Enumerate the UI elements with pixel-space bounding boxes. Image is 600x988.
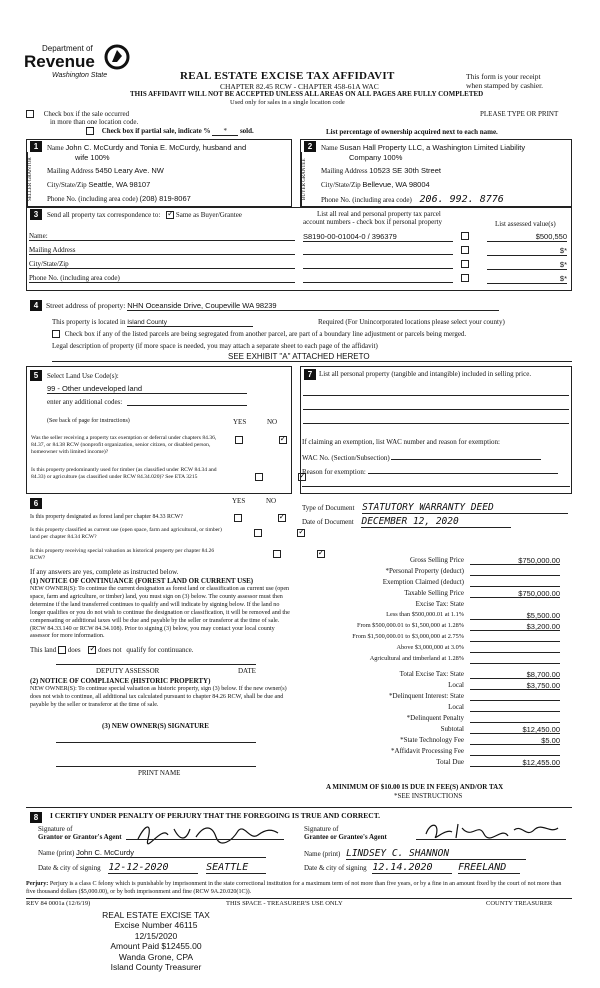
grantor-sig-label1: Signature of [38,825,73,833]
yes-header: YES [233,418,247,426]
section-5-number: 5 [30,370,42,381]
see-instructions-note: *SEE INSTRUCTIONS [394,792,463,800]
dept-line3: Washington State [52,72,108,79]
section-8-certification [26,807,572,877]
buyer-phone-value[interactable]: 206. 992. 8776 [419,194,504,205]
tax-value[interactable]: $3,750.00 [470,681,560,690]
perjury-label: Perjury: [26,881,49,887]
single-code-note: Used only for sales in a single location code [230,99,345,106]
parcel-assessed-value[interactable]: $* [487,246,567,256]
parcel-account[interactable] [303,274,453,283]
parcel-row [303,232,569,243]
deputy-assessor-line[interactable] [56,664,256,665]
revenue-swirl-icon [104,42,130,72]
receipt-note2: when stamped by cashier. [466,81,544,90]
county-treasurer-label: COUNTY TREASURER [486,900,553,907]
seller-city-label: City/State/Zip [47,181,87,189]
seller-name-value[interactable]: John C. McCurdy and Tonia E. McCurdy, husband and [65,143,247,152]
grantee-sig-label1: Signature of [304,825,339,833]
parcel-assessed-value[interactable]: $500,550 [487,232,567,242]
stamp-line: Island County Treasurer [110,962,202,973]
print-name-line[interactable] [56,766,256,767]
seller-city-value[interactable]: Seattle, WA 98107 [88,180,151,189]
grantee-date-row [304,862,520,874]
current-use-question: Is this property classified as current use (open space, farm and agricultural, or timber) land per chapter 84.34 RCW? [30,527,222,540]
personal-property-checkbox[interactable] [461,274,469,282]
perjury-note [26,880,572,896]
section-2-buyer [300,139,572,207]
tax-value[interactable] [470,567,560,576]
parcel-account[interactable]: S8190-00-01004-0 / 396379 [303,232,453,242]
tax-label: From $1,500,000.01 to $3,000,000 at 2.75% [352,633,464,640]
tax-value[interactable] [470,703,560,712]
grantor-sig-label2: Grantor or Grantor's Agent [38,833,122,841]
new-owner-signature-label: (3) NEW OWNER(S) SIGNATURE [102,722,209,730]
grantor-signature[interactable] [132,821,282,845]
qualify-row [30,646,193,654]
segregation-checkbox[interactable] [52,330,60,338]
segregation-note: Check box if any of the listed parcels are being segregated from another parcel, are part of a boundary line adjustment or parcels being merged. [64,330,467,338]
parcel-account[interactable] [303,260,453,269]
located-value[interactable]: Island County [127,319,253,327]
tax-value[interactable] [470,655,560,664]
corr-phone-line[interactable] [29,274,295,283]
warning-line: THIS AFFIDAVIT WILL NOT BE ACCEPTED UNLESS ALL AREAS ON ALL PAGES ARE FULLY COMPLETED [130,90,484,98]
historic-yes-checkbox[interactable] [273,550,281,558]
wac-row [302,452,541,462]
stamp-line: Amount Paid $12455.00 [110,941,202,952]
notice2-title: (2) NOTICE OF COMPLIANCE (HISTORIC PROPERTY) [30,677,211,685]
tax-label: Local [448,681,464,689]
reason-row [302,466,558,476]
see-back-note: (See back of page for instructions) [47,418,130,424]
seller-name-value2[interactable]: wife 100% [75,153,110,162]
seller-mailing-label: Mailing Address [47,167,94,175]
tax-value[interactable]: $5,500.00 [470,611,560,620]
exemption-yes-checkbox[interactable] [235,436,243,444]
reason-label: Reason for exemption: [302,468,366,476]
grantor-name-row [38,848,266,858]
no-header: NO [267,418,278,426]
segregation-row [52,330,466,338]
tax-value [470,600,560,609]
reason-line2[interactable] [302,486,570,487]
tax-value[interactable]: $12,455.00 [470,758,560,767]
tax-label: Total Excise Tax: State [399,670,464,678]
treasurer-stamp [76,910,236,972]
parcel-row [303,274,569,285]
section-1-number: 1 [30,141,42,152]
buyer-city-value[interactable]: Bellevue, WA 98004 [362,180,430,189]
tax-value[interactable] [470,578,560,587]
tax-label: *State Technology Fee [400,736,464,744]
same-as-buyer-checkbox[interactable] [166,211,174,219]
multi-location-label2: in more than one location code. [50,118,139,126]
wac-label: WAC No. (Section/Subsection) [302,454,390,462]
reason-input[interactable] [368,466,558,474]
does-label: does [67,646,81,654]
partial-sale-checkbox[interactable] [86,127,94,135]
section-5-land-use [26,366,292,494]
same-as-buyer-label: Same as Buyer/Grantee [175,211,242,219]
seller-name-label: Name [47,144,64,152]
deputy-assessor-label: DEPUTY ASSESSOR [96,667,160,675]
section-3-number: 3 [30,209,42,220]
date-label: DATE [238,667,256,675]
grantor-date-label: Date & city of signing [38,864,101,872]
parcel-list-header2: account numbers - check box if personal property [303,218,442,226]
parcel-assessed-value[interactable]: $* [487,274,567,284]
section-8-number: 8 [30,812,42,823]
grantee-sig-line [416,839,566,840]
grantee-city-value[interactable]: FREELAND [458,862,520,874]
current-use-yes-checkbox[interactable] [254,529,262,537]
yes-header: YES [232,497,246,505]
forest-question: Is this property designated as forest land per chapter 84.33 RCW? [30,514,183,520]
exemption-no-checkbox[interactable] [279,436,287,444]
tax-value[interactable]: $8,700.00 [470,670,560,679]
receipt-note1: This form is your receipt [466,72,541,81]
parcel-assessed-value[interactable]: $* [487,260,567,270]
corr-mailing-label: Mailing Address [29,246,76,254]
street-label: Street address of property: [46,301,126,310]
buyer-city-label: City/State/Zip [321,181,361,189]
seller-phone-value[interactable]: (208) 819-8067 [139,194,191,203]
tax-label: Excise Tax: State [415,600,464,608]
tax-label: Gross Selling Price [409,556,464,564]
forest-no-checkbox[interactable] [278,514,286,522]
tax-label: Total Due [436,758,464,766]
date-doc-row [302,516,511,528]
tax-value[interactable] [470,692,560,701]
seller-side-label: SELLER GRANTOR [27,152,41,206]
dor-logo [22,42,132,88]
land-use-label: Select Land Use Code(s): [47,372,119,380]
multi-location-label1: Check box if the sale occurred [43,110,130,118]
tax-label: Subtotal [440,725,464,733]
personal-property-checkbox[interactable] [461,260,469,268]
partial-sale-label: Check box if partial sale, indicate % [101,127,211,135]
seller-mailing-value[interactable]: 5450 Leary Ave. NW [95,166,164,175]
multi-location-checkbox[interactable] [26,110,34,118]
historic-question: Is this property receiving special valuation as historical property per chapter 84.26 RCW? [30,548,215,561]
does-not-label: does not [98,646,122,654]
corr-city-line[interactable] [29,260,295,269]
grantee-date-value[interactable]: 12.14.2020 [372,862,452,874]
stamp-line: Excise Number 46115 [114,920,198,931]
minimum-fee-note: A MINIMUM OF $10.00 IS DUE IN FEE(S) AND/OR TAX [326,783,504,791]
partial-sale-suffix: sold. [239,127,254,135]
corr-city-label: City/State/Zip [29,260,69,268]
exemption-question: Was the seller receiving a property tax exemption or deferral under chapters 84.36, 84.37, or 84.38 RCW (nonprofit organization, senior citizen, or disabled person, homeowner with limited income)? [31,435,217,455]
stamp-line: REAL ESTATE EXCISE TAX [102,910,210,920]
street-row [46,301,499,311]
seller-phone-label: Phone No. (including area code) [47,195,138,203]
form-title: REAL ESTATE EXCISE TAX AFFIDAVIT [180,70,395,82]
tax-label: Exemption Claimed (deduct) [382,578,464,586]
tax-label: Above $3,000,000 at 3.0% [396,644,464,651]
tax-value[interactable]: $12,450.00 [470,725,560,734]
buyer-mailing-value[interactable]: 10523 SE 30th Street [369,166,441,175]
corr-phone-label: Phone No. (including area code) [29,274,120,282]
tax-label: Local [448,703,464,711]
tax-value[interactable] [470,747,560,756]
rev-number: REV 84 0001a (12/6/19) [26,900,91,907]
assessed-header: List assessed value(s) [495,220,556,228]
dept-line2: Revenue [24,52,95,71]
certify-statement: I CERTIFY UNDER PENALTY OF PERJURY THAT THE FOREGOING IS TRUE AND CORRECT. [50,811,381,820]
section-1-seller [26,139,292,207]
perjury-text: Perjury is a class C felony which is punishable by imprisonment in the state correctional institution for a maximum term of not more than five years, or by a fine in an amount fixed by the court of not more than five thousand dollars ($5,000.00), or by both imprisonment and fine (RCW 9A.20.020(1C)). [26,881,562,895]
section-3-correspondence [26,207,572,291]
date-doc-label: Date of Document [302,518,354,526]
tax-label: Taxable Selling Price [404,589,464,597]
new-owner-signature-line[interactable] [56,742,256,743]
timber-question: Is this property predominantly used for timber (as classified under RCW 84.34 and 84.33) or agriculture (as classified under RCW 84.34.020)? See ETA 3215 [31,467,217,480]
exemption-claim-label: If claiming an exemption, list WAC number and reason for exemption: [302,438,500,446]
grantor-city-value[interactable]: SEATTLE [206,862,266,874]
additional-codes-input[interactable] [127,398,247,406]
tax-value[interactable] [470,633,560,642]
notice2-body: NEW OWNER(S): To continue special valuation as historic property, sign (3) below. If the new owner(s) does not wish to continue, all additional tax calculated pursuant to chapter 84.26 RCW, shall be due and payable by the seller or transferor at the time of sale. [30,686,287,708]
type-print-note: PLEASE TYPE OR PRINT [480,110,559,118]
buyer-mailing-label: Mailing Address [321,167,368,175]
legal-note: Legal description of property (if more space is needed, you may attach a separate sheet to each page of the affidavit) [52,342,378,350]
grantee-name-value[interactable]: LINDSEY C. SHANNON [346,848,526,860]
grantee-sig-label2: Grantee or Grantee's Agent [304,833,387,841]
tax-label: From $500,000.01 to $1,500,000 at 1.28% [356,622,464,629]
type-doc-value[interactable]: STATUTORY WARRANTY DEED [362,502,568,514]
located-label: This property is located in [52,318,126,326]
tax-value[interactable]: $5.00 [470,736,560,745]
grantor-name-label: Name (print) [38,849,75,857]
treasurer-space-note: THIS SPACE - TREASURER'S USE ONLY [226,900,343,907]
chapter-line: CHAPTER 82.45 RCW - CHAPTER 458-61A WAC [220,82,379,91]
tax-value[interactable] [470,644,560,653]
print-name-label: PRINT NAME [138,769,181,777]
wac-input[interactable] [391,452,541,460]
section-7-number: 7 [304,369,316,380]
this-land-label: This land [30,646,57,654]
section-4-number: 4 [30,300,42,311]
parcel-list-header1: List all real and personal property tax parcel [317,210,441,218]
buyer-name-label: Name [321,144,338,152]
legal-underline [52,361,572,362]
stamp-line: 12/15/2020 [134,930,178,941]
parcel-row [303,246,569,257]
qualify-label: qualify for continuance. [126,646,194,654]
footer-divider [26,898,572,899]
type-doc-label: Type of Document [302,504,355,512]
personal-property-line[interactable] [303,423,569,424]
grantor-date-row [38,862,266,874]
if-yes-note: If any answers are yes, complete as instructed below. [30,568,179,576]
tax-label: Agricultural and timberland at 1.28% [369,655,464,662]
does-not-checkbox[interactable] [88,646,96,654]
tax-value[interactable]: $3,200.00 [470,622,560,631]
section-2-number: 2 [304,141,316,152]
located-row [52,318,253,327]
grantee-name-row [304,848,526,860]
buyer-side-label: BUYER GRANTEE [301,152,315,206]
corr-name-label: Name: [29,232,48,240]
personal-property-line[interactable] [303,409,569,410]
ownership-note: List percentage of ownership acquired next to each name. [326,128,498,136]
section-6-number: 6 [30,498,42,509]
corr-mailing-line[interactable] [29,246,295,255]
tax-label: *Delinquent Interest: State [388,692,464,700]
legal-value[interactable]: SEE EXHIBIT "A" ATTACHED HERETO [228,352,370,361]
tax-label: *Personal Property (deduct) [385,567,464,575]
section-6-designation [26,496,292,792]
corr-name-line[interactable] [29,232,295,241]
required-note: Required (For Unincorporated locations please select your county) [318,318,505,326]
tax-value[interactable]: $750,000.00 [470,556,560,565]
no-header: NO [266,497,277,505]
tax-value[interactable] [470,714,560,723]
current-use-no-checkbox[interactable] [297,529,305,537]
buyer-name-value[interactable]: Susan Hall Property LLC, a Washington Limited Liability [339,143,526,152]
buyer-phone-label: Phone No. (including area code) [321,196,412,204]
additional-codes-label: enter any additional codes: [47,398,123,406]
personal-property-checkbox[interactable] [461,246,469,254]
partial-sale-percent[interactable]: * [212,127,238,136]
grantee-date-label: Date & city of signing [304,864,367,872]
dept-line1: Department of [42,44,93,53]
tax-label: *Affidavit Processing Fee [391,747,464,755]
timber-yes-checkbox[interactable] [255,473,263,481]
tax-calculation [302,556,572,804]
parcel-account[interactable] [303,246,453,255]
notice1-body: NEW OWNER(S): To continue the current designation as forest land or classification as current use (open space, farm and agriculture, or timber) land, you must sign on (3) below. The county assessor must then determine if the land transferred continues to qualify and will indicate by signing below. If the land no longer qualifies or you do not wish to continue the designation or classification, it will be removed and the compensating or additional taxes will be due and payable by the seller or transferor at the time of sale. (RCW 84.33.140 or RCW 84.34.108). Prior to signing (3) below, you may contact your local county assessor for more information. [30,586,290,640]
partial-sale-row [86,127,254,136]
does-checkbox[interactable] [58,646,66,654]
street-value[interactable]: NHN Oceanside Drive, Coupeville WA 98239 [127,301,499,311]
land-use-value[interactable]: 99 - Other undeveloped land [47,384,247,394]
date-doc-value[interactable]: DECEMBER 12, 2020 [361,516,511,528]
parcel-row [303,260,569,271]
grantor-date-value[interactable]: 12-12-2020 [108,862,198,874]
grantee-name-label: Name (print) [304,850,341,858]
notice1-title: (1) NOTICE OF CONTINUANCE (FOREST LAND OR CURRENT USE) [30,577,254,585]
personal-property-line[interactable] [303,395,569,396]
send-correspondence-label: Send all property tax correspondence to: [47,211,161,219]
stamp-line: Wanda Grone, CPA [118,951,194,962]
type-doc-row [302,502,568,514]
buyer-name-value2[interactable]: Company 100% [349,153,403,162]
grantor-sig-line [126,839,284,840]
tax-value[interactable]: $750,000.00 [470,589,560,598]
personal-property-checkbox[interactable] [461,232,469,240]
grantor-name-value[interactable]: John C. McCurdy [76,848,266,858]
tax-label: *Delinquent Penalty [406,714,464,722]
tax-label: Less than $500,000.01 at 1.1% [386,611,464,618]
forest-yes-checkbox[interactable] [234,514,242,522]
personal-property-note: List all personal property (tangible and intangible) included in selling price. [319,370,532,378]
